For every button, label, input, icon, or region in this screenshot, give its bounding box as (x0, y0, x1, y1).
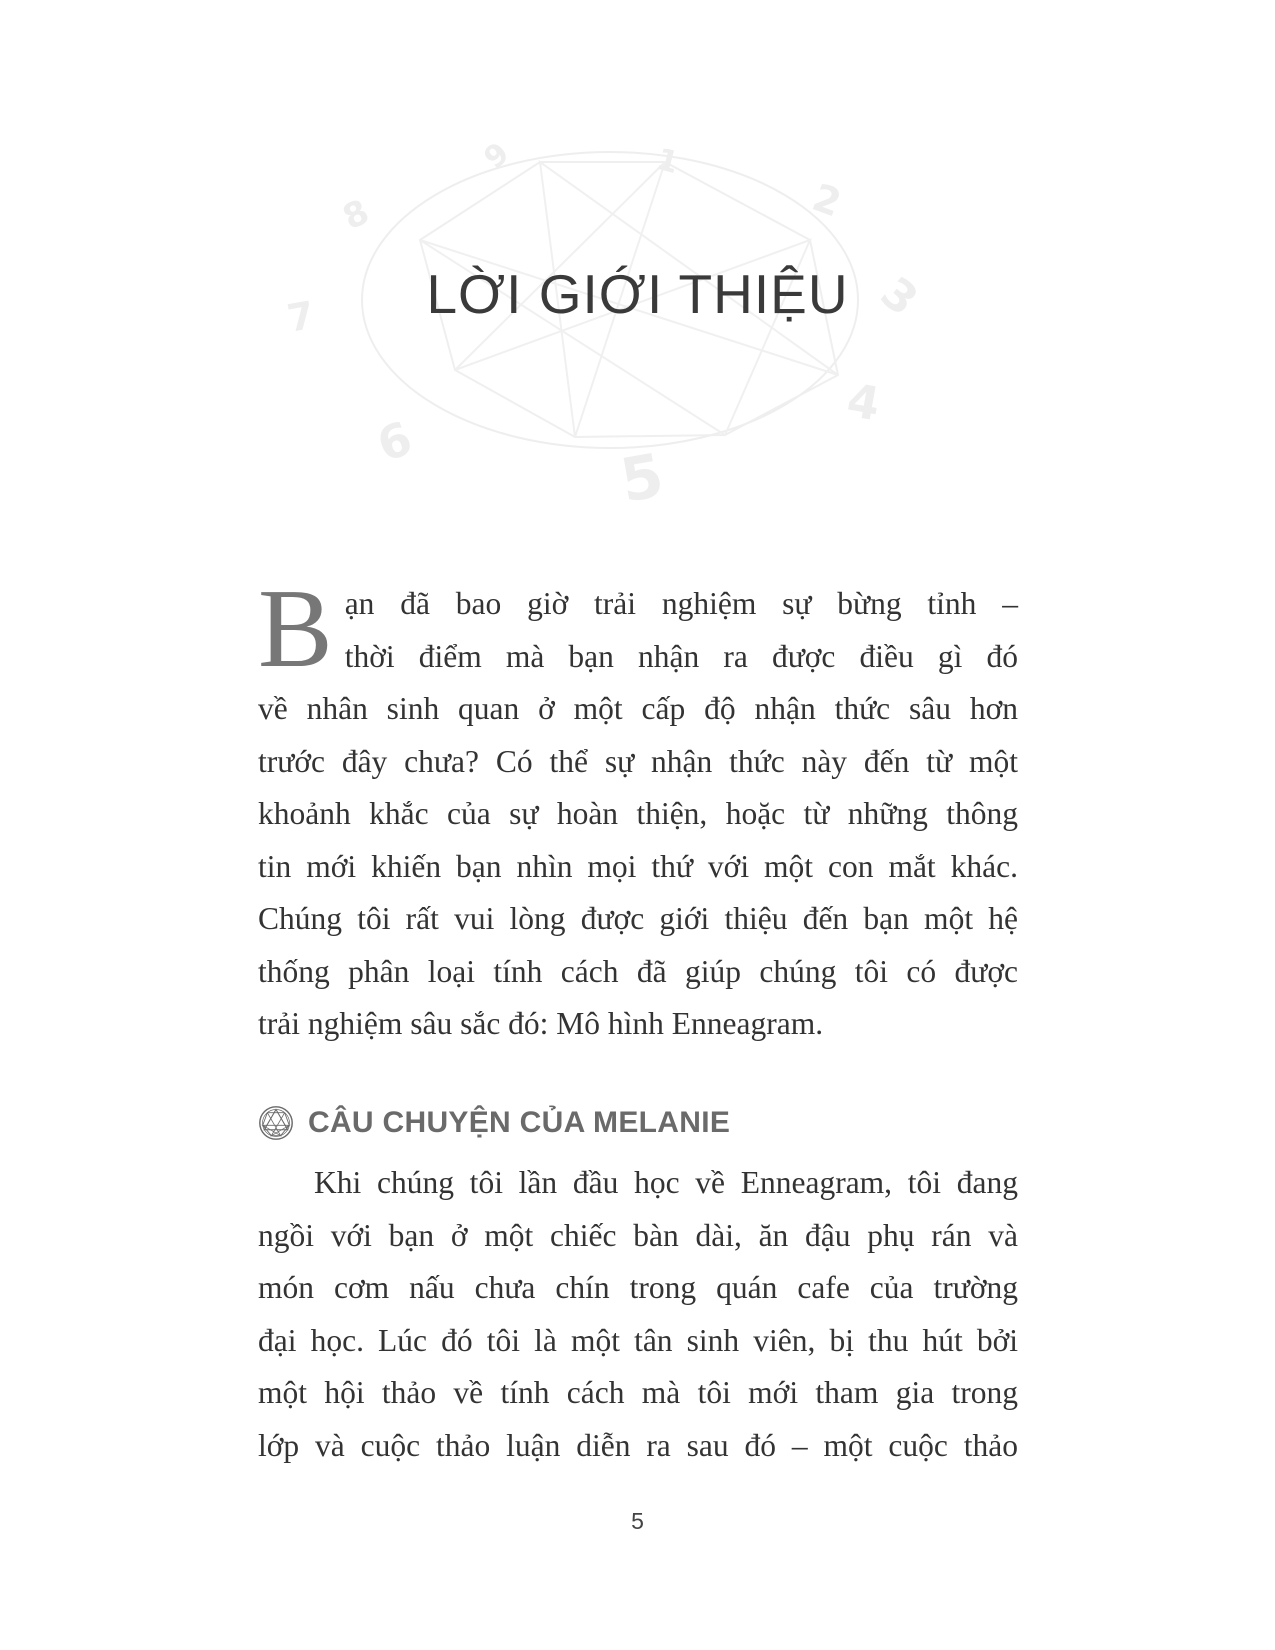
enneagram-watermark (283, 130, 930, 550)
watermark-number-4: 4 (843, 372, 884, 432)
page-number: 5 (631, 1508, 644, 1534)
intro-line: ạn đã bao giờ trải nghiệm sự bừng tỉnh – (344, 586, 1018, 621)
drop-cap: B (258, 567, 333, 691)
intro-line: về nhân sinh quan ở một cấp độ nhận thức sâu hơn (258, 691, 1018, 726)
intro-line: Chúng tôi rất vui lòng được giới thiệu đến bạn một hệ (258, 901, 1018, 936)
enneagram-icon (258, 1105, 294, 1141)
story-line: món cơm nấu chưa chín trong quán cafe của trường (258, 1270, 1018, 1305)
watermark-number-6: 6 (370, 410, 419, 473)
watermark-number-5: 5 (615, 440, 669, 517)
story-line: ngồi với bạn ở một chiếc bàn dài, ăn đậu phụ rán và (258, 1217, 1018, 1253)
section-heading (258, 1098, 730, 1148)
intro-line: khoảnh khắc của sự hoàn thiện, hoặc từ những thông (258, 796, 1018, 831)
watermark-number-8: 8 (336, 191, 376, 239)
page-title: LỜI GIỚI THIỆU (426, 263, 849, 325)
story-line: lớp và cuộc thảo luận diễn ra sau đó – một cuộc thảo (258, 1427, 1018, 1463)
intro-line: tin mới khiến bạn nhìn mọi thứ với một con mắt khác. (258, 848, 1018, 884)
story-line: một hội thảo về tính cách mà tôi mới tham gia trong (258, 1375, 1018, 1410)
intro-line: trước đây chưa? Có thể sự nhận thức này đến từ một (258, 743, 1018, 779)
story-line: đại học. Lúc đó tôi là một tân sinh viên, bị thu hút bởi (258, 1322, 1018, 1358)
watermark-number-1: 1 (652, 141, 683, 182)
watermark-number-9: 9 (477, 135, 517, 177)
story-line: Khi chúng tôi lần đầu học về Enneagram, tôi đang (314, 1165, 1018, 1200)
intro-line: thống phân loại tính cách đã giúp chúng tôi có được (258, 953, 1018, 989)
intro-paragraph (258, 567, 1018, 1051)
watermark-number-3: 3 (870, 267, 928, 327)
intro-line: thời điểm mà bạn nhận ra được điều gì đó (344, 638, 1018, 674)
story-paragraph (258, 1157, 1018, 1472)
watermark-number-2: 2 (806, 175, 847, 226)
intro-line: trải nghiệm sâu sắc đó: Mô hình Enneagram. (258, 1006, 824, 1041)
section-title: CÂU CHUYỆN CỦA MELANIE (308, 1106, 731, 1139)
watermark-number-7: 7 (283, 292, 318, 341)
